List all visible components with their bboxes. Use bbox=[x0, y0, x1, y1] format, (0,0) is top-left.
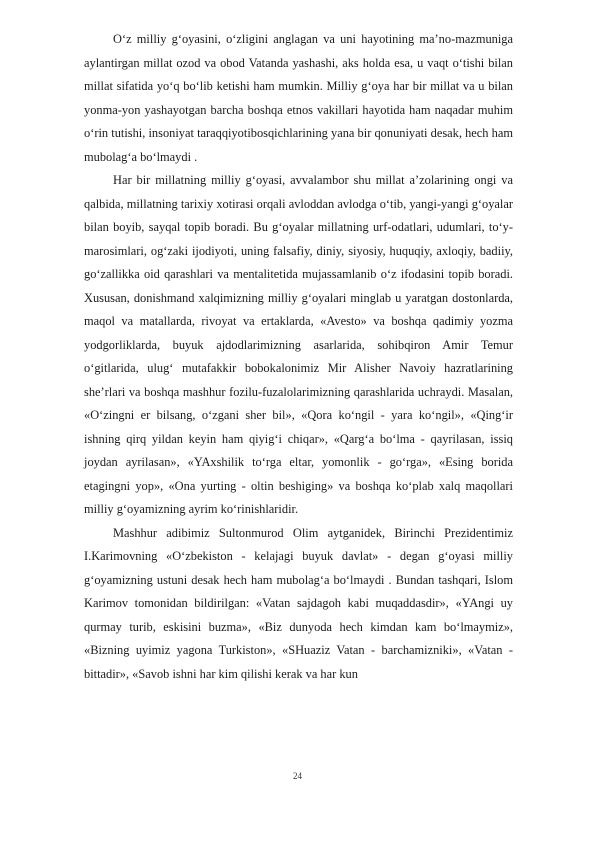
paragraph-mashhur-adib: Mashhur adibimiz Sultonmurod Olim aytganidek, Birinchi Prezidentimiz I.Karimovning «O‘zbekiston - kelajagi buyuk davlat» - degan g‘oyasi milliy g‘oyamizning ustuni desak hech ham mubolag‘a bo‘lmaydi . Bundan tashqari, Islom Karimov tomonidan bildirilgan: «Vatan sajdagoh kabi muqaddasdir», «YAngi uy qurmay turib, eskisini buzma», «Biz dunyoda hech kimdan kam bo‘lmaymiz», «Bizning uyimiz yagona Turkiston», «SHuaziz Vatan - barchamizniki», «Vatan - bittadir», «Savob ishni har kim qilishi kerak va har kun bbox=[84, 525, 513, 681]
page-number: 24 bbox=[293, 771, 302, 781]
paragraph-milliy-goya: O‘z milliy g‘oyasini, o‘zligini anglagan va uni hayotining ma’no-mazmuniga aylantirgan millat ozod va obod Vatanda yashashi, aks holda esa, u vaqt o‘tishi bilan millat sifatida yo‘q bo‘lib ketishi ham mumkin. Milliy g‘oya har bir millat va u bilan yonma-yon yashayotgan barcha boshqa etnos vakillari hayotida ham naqadar muhim o‘rin tutishi, insoniyat taraqqiyotibosqichlarining yana bir qonuniyati desak, hech ham mubolag‘a bo‘lmaydi . bbox=[84, 32, 513, 164]
document-page bbox=[84, 28, 513, 686]
paragraph-har-bir-millat: Har bir millatning milliy g‘oyasi, avvalambor shu millat a’zolarining ongi va qalbida, millatning tarixiy xotirasi orqali avloddan avlodga o‘tib, yangi-yangi g‘oyalar bilan boyib, sayqal topib boradi. Bu g‘oyalar millatning urf-odatlari, udumlari, to‘y-marosimlari, og‘zaki ijodiyoti, uning falsafiy, diniy, siyosiy, huquqiy, axloqiy, badiiy, go‘zallikka oid qarashlari va mentalitetida mujassamlanib o‘z ifodasini topib boradi. Xususan, donishmand xalqimizning milliy g‘oyalari minglab u yaratgan dostonlarda, maqol va matallarda, rivoyat va ertaklarda, «Avesto» va boshqa qadimiy yozma yodgorliklarda, buyuk ajdodlarimizning asarlarida, sohibqiron Amir Temur o‘gitlarida, ulug‘ mutafakkir bobokalonimiz Mir Alisher Navoiy hazratlarining she’rlari va boshqa mashhur fozilu-fuzalolarimizning qarashlarida uchraydi. Masalan, «O‘zingni er bilsang, o‘zgani sher bil», «Qora ko‘ngil - yara ko‘ngil», «Qing‘ir ishning qirq yildan keyin ham qiyig‘i chiqar», «Qarg‘a bo‘lma - qayrilasan, issiq joydan ayrilasan», «YAxshilik to‘rga eltar, yomonlik - go‘rga», «Esing borida etagingni yop», «Ona yurting - oltin beshiging» va boshqa ko‘plab xalq maqollari milliy g‘oyamizning ayrim ko‘rinishlaridir. bbox=[84, 173, 513, 516]
